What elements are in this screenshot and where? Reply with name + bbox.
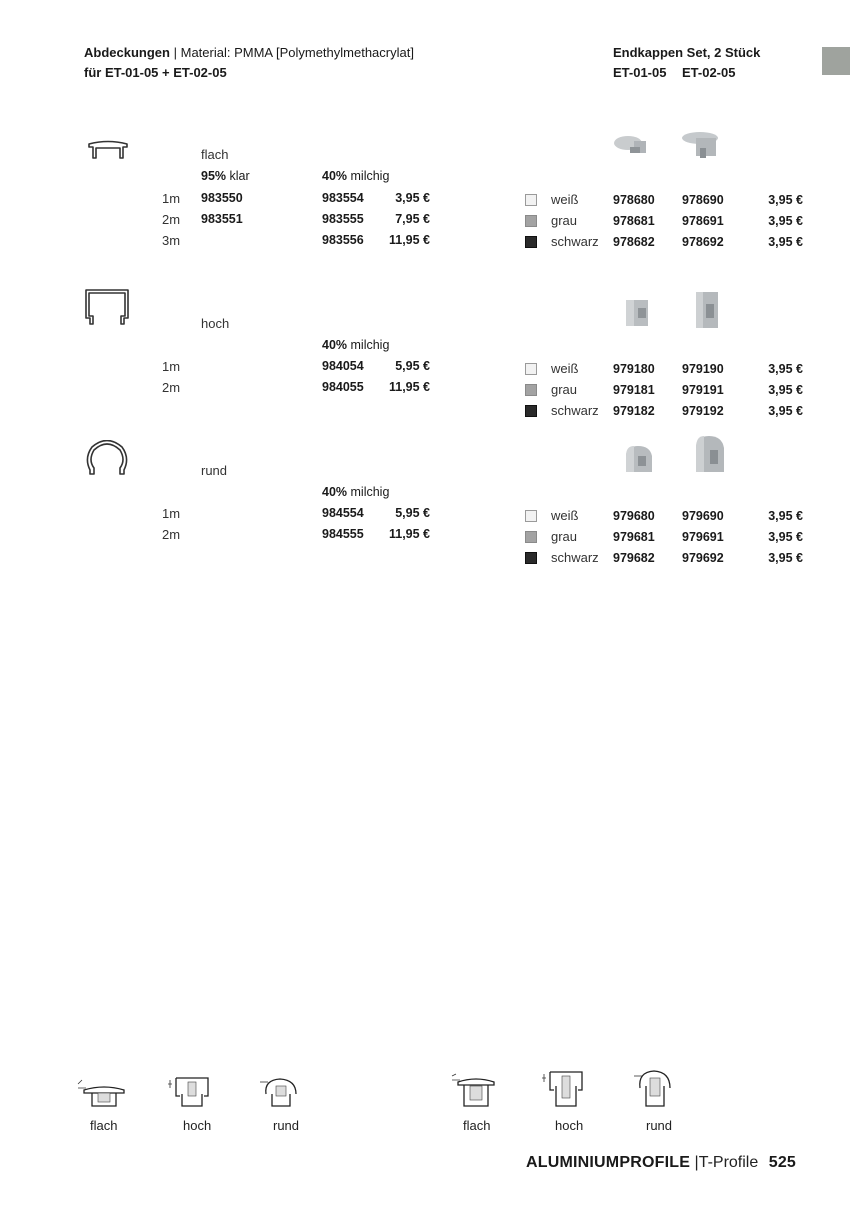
color-swatch-grey [525, 384, 537, 396]
footer-subtitle: T-Profile [698, 1154, 759, 1171]
col-header-milchig [322, 169, 389, 183]
color-swatch-grey [525, 531, 537, 543]
profile-flat-icon [86, 140, 130, 162]
header-separator: | [173, 45, 177, 60]
endcap-round-et0105-image [622, 442, 658, 476]
milchig-percent: 40% [322, 169, 348, 183]
row-length: 1m [162, 191, 181, 206]
article-number: 978681 [613, 214, 655, 228]
footer-title: ALUMINIUMPROFILE [526, 1154, 691, 1171]
col-header-milchig [322, 338, 389, 352]
drawing-caption: rund [646, 1118, 673, 1133]
endcap-flat-et0205-image [680, 130, 722, 162]
endcap-header-title: Endkappen Set, 2 Stück [613, 45, 761, 60]
endcap-col-et0105: ET-01-05 [613, 65, 667, 80]
color-label: schwarz [551, 234, 599, 249]
drawing-caption: hoch [555, 1118, 584, 1133]
color-label: weiß [551, 361, 579, 376]
endcap-round-et0205-image [692, 434, 728, 476]
color-label: schwarz [551, 403, 599, 418]
article-number: 978680 [613, 193, 655, 207]
cover-header [84, 45, 414, 60]
row-length: 2m [162, 380, 181, 395]
row-length: 1m [162, 359, 181, 374]
milchig-label: milchig [350, 485, 390, 499]
drawing-high-et0105 [168, 1074, 214, 1110]
article-number: 978690 [682, 193, 724, 207]
color-label: schwarz [551, 550, 599, 565]
drawing-flat-et0105 [76, 1076, 132, 1110]
article-number: 979681 [613, 530, 655, 544]
article-number: 978682 [613, 235, 655, 249]
article-number: 979191 [682, 383, 724, 397]
profile-round-icon [84, 440, 130, 480]
cover-name-rund: rund [201, 463, 228, 478]
article-number: 983551 [201, 212, 243, 226]
article-number: 984554 [322, 506, 364, 520]
color-swatch-black [525, 552, 537, 564]
cover-name-flach: flach [201, 147, 229, 162]
page-number: 525 [768, 1154, 797, 1171]
endcap-high-et0205-image [690, 290, 724, 332]
color-swatch-white [525, 194, 537, 206]
footer-separator: | [694, 1154, 699, 1171]
color-swatch-grey [525, 215, 537, 227]
drawing-round-et0205 [632, 1068, 678, 1110]
milchig-percent: 40% [322, 338, 348, 352]
price: 3,95 € [768, 193, 803, 207]
color-label: grau [551, 529, 578, 544]
endcap-high-et0105-image [622, 296, 654, 330]
klar-label: klar [229, 169, 250, 183]
article-number: 979680 [613, 509, 655, 523]
col-header-klar [201, 169, 250, 183]
article-number: 978691 [682, 214, 724, 228]
color-label: weiß [551, 192, 579, 207]
article-number: 984054 [322, 359, 364, 373]
price: 11,95 € [388, 380, 430, 394]
cover-subtitle: für ET-01-05 + ET-02-05 [84, 65, 227, 80]
price: 7,95 € [395, 212, 430, 226]
klar-percent: 95% [201, 169, 227, 183]
row-length: 2m [162, 212, 181, 227]
price: 3,95 € [768, 362, 803, 376]
row-length: 3m [162, 233, 181, 248]
article-number: 979180 [613, 362, 655, 376]
drawing-flat-et0205 [450, 1072, 500, 1110]
article-number: 979182 [613, 404, 655, 418]
drawing-caption: hoch [183, 1118, 212, 1133]
article-number: 979192 [682, 404, 724, 418]
price: 3,95 € [768, 214, 803, 228]
color-label: grau [551, 382, 578, 397]
endcap-flat-et0105-image [612, 133, 652, 159]
color-swatch-white [525, 363, 537, 375]
price: 3,95 € [768, 551, 803, 565]
price: 5,95 € [395, 506, 430, 520]
drawing-caption: flach [463, 1118, 491, 1133]
row-length: 2m [162, 527, 181, 542]
drawing-high-et0205 [542, 1068, 588, 1110]
article-number: 983550 [201, 191, 243, 205]
price: 3,95 € [768, 404, 803, 418]
article-number: 979690 [682, 509, 724, 523]
cover-header-title: Abdeckungen [84, 45, 170, 60]
article-number: 979181 [613, 383, 655, 397]
drawing-caption: flach [90, 1118, 118, 1133]
color-label: grau [551, 213, 578, 228]
page-footer [526, 1154, 796, 1172]
milchig-label: milchig [350, 338, 390, 352]
price: 3,95 € [768, 509, 803, 523]
color-label: weiß [551, 508, 579, 523]
section-tab-marker [822, 47, 850, 75]
article-number: 984555 [322, 527, 364, 541]
price: 3,95 € [768, 235, 803, 249]
price: 11,95 € [388, 233, 430, 247]
article-number: 979691 [682, 530, 724, 544]
color-swatch-black [525, 405, 537, 417]
material-label: Material: PMMA [Polymethylmethacrylat] [180, 45, 414, 60]
article-number: 984055 [322, 380, 364, 394]
color-swatch-white [525, 510, 537, 522]
article-number: 983556 [322, 233, 364, 247]
drawing-round-et0105 [258, 1074, 304, 1110]
endcap-col-et0205: ET-02-05 [682, 65, 736, 80]
article-number: 978692 [682, 235, 724, 249]
row-length: 1m [162, 506, 181, 521]
cover-name-hoch: hoch [201, 316, 230, 331]
article-number: 983555 [322, 212, 364, 226]
price: 11,95 € [388, 527, 430, 541]
price: 5,95 € [395, 359, 430, 373]
drawing-caption: rund [273, 1118, 300, 1133]
col-header-milchig [322, 485, 389, 499]
article-number: 983554 [322, 191, 364, 205]
price: 3,95 € [395, 191, 430, 205]
profile-high-icon [84, 288, 130, 330]
milchig-percent: 40% [322, 485, 348, 499]
article-number: 979682 [613, 551, 655, 565]
article-number: 979692 [682, 551, 724, 565]
color-swatch-black [525, 236, 537, 248]
price: 3,95 € [768, 383, 803, 397]
article-number: 979190 [682, 362, 724, 376]
price: 3,95 € [768, 530, 803, 544]
milchig-label: milchig [350, 169, 390, 183]
